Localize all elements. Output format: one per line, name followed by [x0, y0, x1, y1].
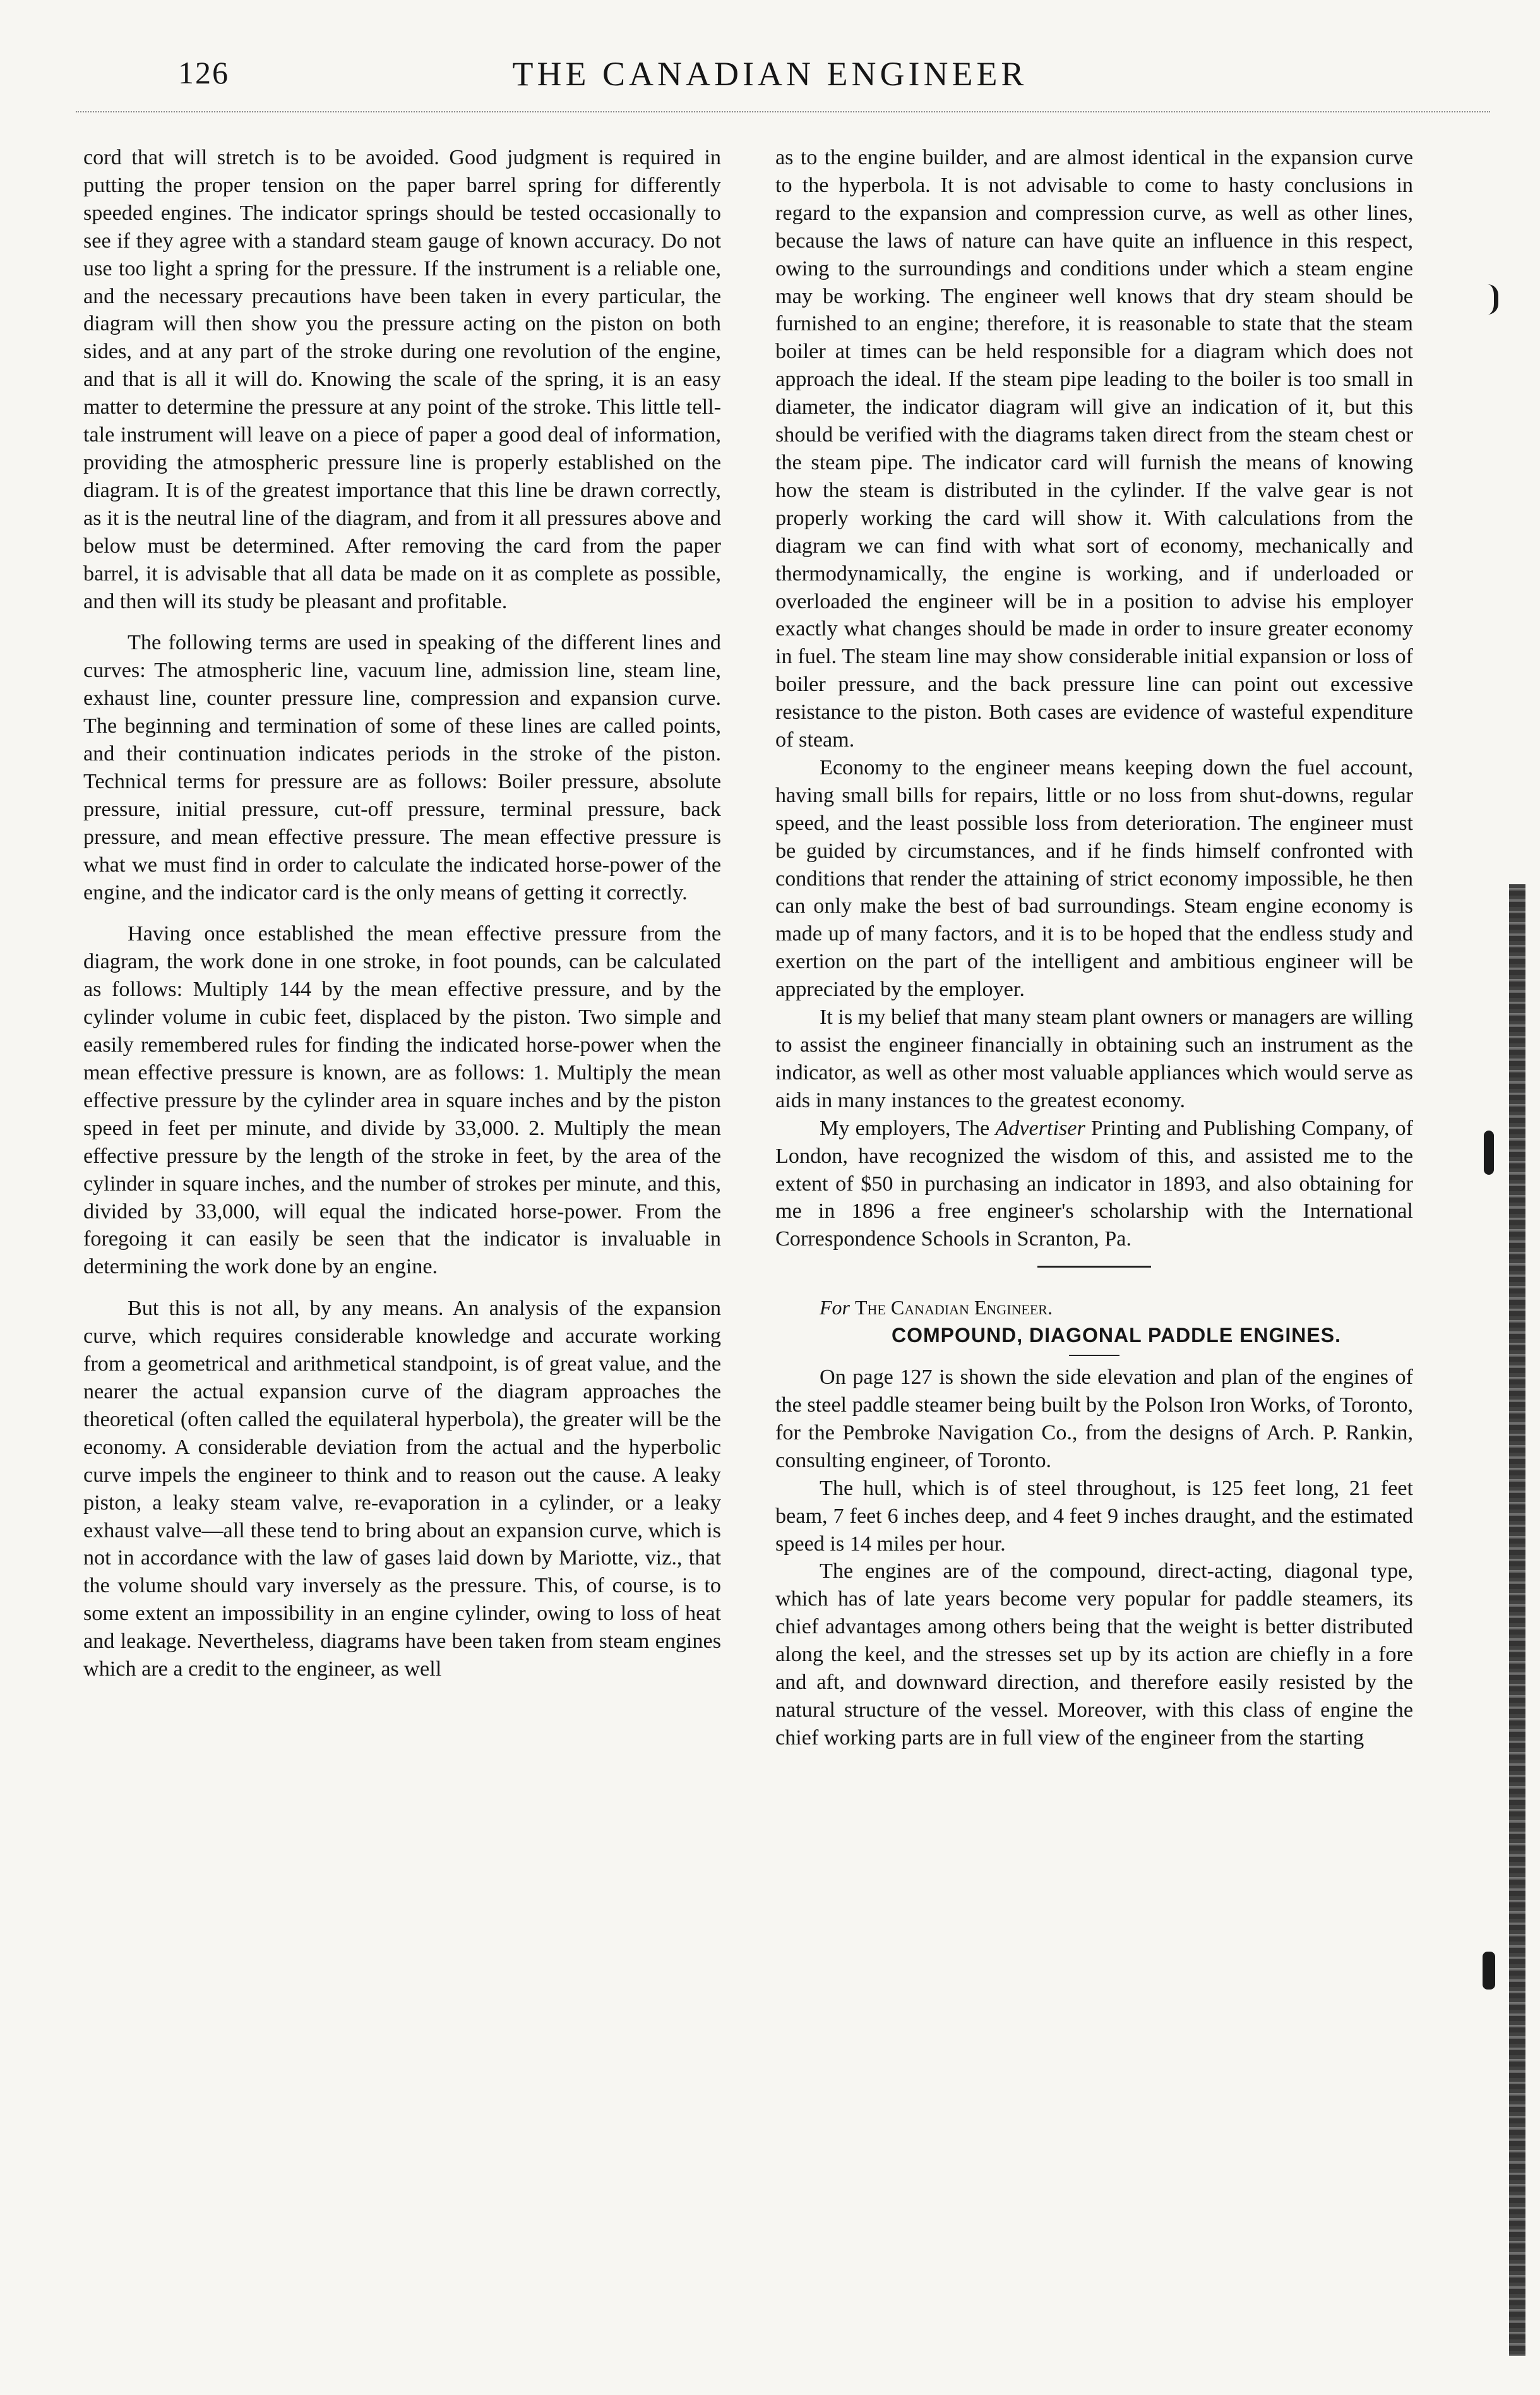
credit-publication: The Canadian Engineer.	[855, 1296, 1053, 1319]
heading-rule	[1069, 1355, 1119, 1356]
paragraph: The hull, which is of steel throughout, is 125 feet long, 21 feet beam, 7 feet 6 inches deep, and 4 feet 9 inches draught, and the estimated speed is 14 miles per hour.	[775, 1476, 1413, 1556]
article-heading: COMPOUND, DIAGONAL PADDLE ENGINES.	[892, 1324, 1341, 1347]
right-column	[775, 144, 1413, 1752]
paragraph: But this is not all, by any means. An analysis of the expansion curve, which requires considerable knowledge and accurate working from a geometrical and arithmetical standpoint, is of great value, and the nearer the actual expansion curve of the diagram approaches the theoretical (often called the equilateral hyperbola), the greater will be the economy. A considerable deviation from the actual and the hyperbolic curve impels the engineer to think and to reason out the cause. A leaky piston, a leaky steam valve, re-evaporation in a cylinder, or a leaky exhaust valve—all these tend to bring about an expansion curve, which is not in accordance with the law of gases laid down by Mariotte, viz., that the volume should vary inversely as the pressure. This, of course, is to some extent an impossibility in an engine cylinder, owing to loss of heat and leakage. Nevertheless, diagrams have been taken from steam engines which are a credit to the engineer, as well	[83, 1297, 721, 1681]
paragraph: It is my belief that many steam plant owners or managers are willing to assist the engineer financially in obtaining such an instrument as the indicator, as well as other most valuable appliances which would serve as aids in many instances to the greatest economy.	[775, 1005, 1413, 1112]
header-rule	[76, 111, 1490, 112]
credit-prefix: For	[820, 1296, 850, 1319]
journal-title: THE CANADIAN ENGINEER	[512, 55, 1028, 93]
publication-name: Advertiser	[995, 1116, 1085, 1140]
scan-edge-strip	[1509, 884, 1525, 2356]
paragraph-text: Printing and Publishing Company, of London, have recognized the wisdom of this, and assisted me to the extent of $50 in purchasing an indicator in 1893, and also obtaining for me in 1896 a free engineer's scholarship with the International Correspondence Schools in Scranton, Pa.	[775, 1116, 1413, 1251]
scan-bracket-mark	[1488, 284, 1498, 315]
paragraph: Economy to the engineer means keeping down the fuel account, having small bills for repairs, little or no loss from shut-downs, regular speed, and the least possible loss from deterioration. The engineer must be guided by circumstances, and if he finds himself confronted with conditions that render the attaining of strict economy impossible, he then can only make the best of bad surroundings. Steam engine economy is made up of many factors, and it is to be hoped that the endless study and exertion on the part of the intelligent and ambitious engineer will be appreciated by the employer.	[775, 755, 1413, 1002]
paragraph: The engines are of the compound, direct-acting, diagonal type, which has of late years become very popular for paddle steamers, its chief advantages among others being that the weight is better distributed along the keel, and the stresses set up by its action are chiefly in a fore and aft, and downward direction, and therefore easily resisted by the natural structure of the vessel. Moreover, with this class of engine the chief working parts are in full view of the engineer from the starting	[775, 1559, 1413, 1750]
page-number: 126	[178, 55, 229, 90]
scan-blot-mark	[1484, 1131, 1494, 1175]
paragraph	[775, 1115, 1413, 1254]
paragraph: cord that will stretch is to be avoided. Good judgment is required in putting the proper tension on the paper barrel spring for differently speeded engines. The indicator springs should be tested occasionally to see if they agree with a standard steam gauge of known accuracy. Do not use too light a spring for the pressure. If the instrument is a reliable one, and the necessary precautions have been taken in every particular, the diagram will then show you the pressure acting on the piston on both sides, and at any part of the stroke during one revolution of the engine, and that is all it will do. Knowing the scale of the spring, it is an easy matter to determine the pressure at any point of the stroke. This little tell-tale instrument will leave on a piece of paper a good deal of information, providing the atmospheric pressure line is properly established on the diagram. It is of the greatest importance that this line be drawn correctly, as it is the neutral line of the diagram, and from it all pressures above and below must be determined. After removing the card from the paper barrel, it is advisable that all data be made on it as complete as possible, and then will its study be pleasant and profitable.	[83, 146, 721, 613]
left-column	[83, 144, 721, 1683]
article-credit	[775, 1294, 1413, 1322]
paragraph: The following terms are used in speaking of the different lines and curves: The atmospheric line, vacuum line, admission line, steam line, exhaust line, counter pressure line, compression and expansion curve. The beginning and termination of some of these lines are called points, and their continuation indicates periods in the stroke of the piston. Technical terms for pressure are as follows: Boiler pressure, absolute pressure, initial pressure, cut-off pressure, terminal pressure, back pressure, and mean effective pressure. The mean effective pressure is what we must find in order to calculate the indicated horse-power of the engine, and the indicator card is the only means of getting it correctly.	[83, 631, 721, 904]
page-header	[0, 54, 1540, 105]
scan-blot-mark	[1483, 1952, 1495, 1990]
section-divider	[1037, 1266, 1151, 1268]
paragraph: On page 127 is shown the side elevation and plan of the engines of the steel paddle steamer being built by the Polson Iron Works, of Toronto, for the Pembroke Navigation Co., from the designs of Arch. P. Rankin, consulting engineer, of Toronto.	[775, 1366, 1413, 1472]
paragraph: Having once established the mean effective pressure from the diagram, the work done in one stroke, in foot pounds, can be calculated as follows: Multiply 144 by the mean effective pressure, and by the cylinder volume in cubic feet, displaced by the piston. Two simple and easily remembered rules for finding the indicated horse-power when the mean effective pressure is known, are as follows: 1. Multiply the mean effective pressure by the cylinder area in square inches and by the piston speed in feet per minute, and divide by 33,000. 2. Multiply the mean effective pressure by the length of the stroke in feet, by the area of the cylinder in square inches, and the number of strokes per minute, and this, divided by 33,000, will equal the indicated horse-power. From the foregoing it can easily be seen that the indicator is invaluable in determining the work done by an engine.	[83, 922, 721, 1279]
paragraph: as to the engine builder, and are almost identical in the expansion curve to the hyperbola. It is not advisable to come to hasty conclusions in regard to the expansion and compression curve, as well as other lines, because the laws of nature can have quite an influence in this respect, owing to the surroundings and conditions under which a steam engine may be working. The engineer well knows that dry steam should be furnished to an engine; therefore, it is reasonable to state that the steam boiler at times can be held responsible for a diagram which does not approach the ideal. If the steam pipe leading to the boiler is too small in diameter, the indicator diagram will give an indication of it, but this should be verified with the diagrams taken direct from the steam chest or the steam pipe. The indicator card will furnish the means of knowing how the steam is distributed in the cylinder. If the valve gear is not properly working the card will show it. With calculations from the diagram we can find with what sort of economy, mechanically and thermodynamically, the engine is working, and if underloaded or overloaded the engineer will be in a position to advise his employer exactly what changes should be made in order to insure greater economy in fuel. The steam line may show considerable initial expansion or loss of boiler pressure, and the back pressure line can point out excessive resistance to the piston. Both cases are evidence of wasteful expenditure of steam.	[775, 146, 1413, 752]
paragraph-text: My employers, The	[820, 1116, 996, 1140]
